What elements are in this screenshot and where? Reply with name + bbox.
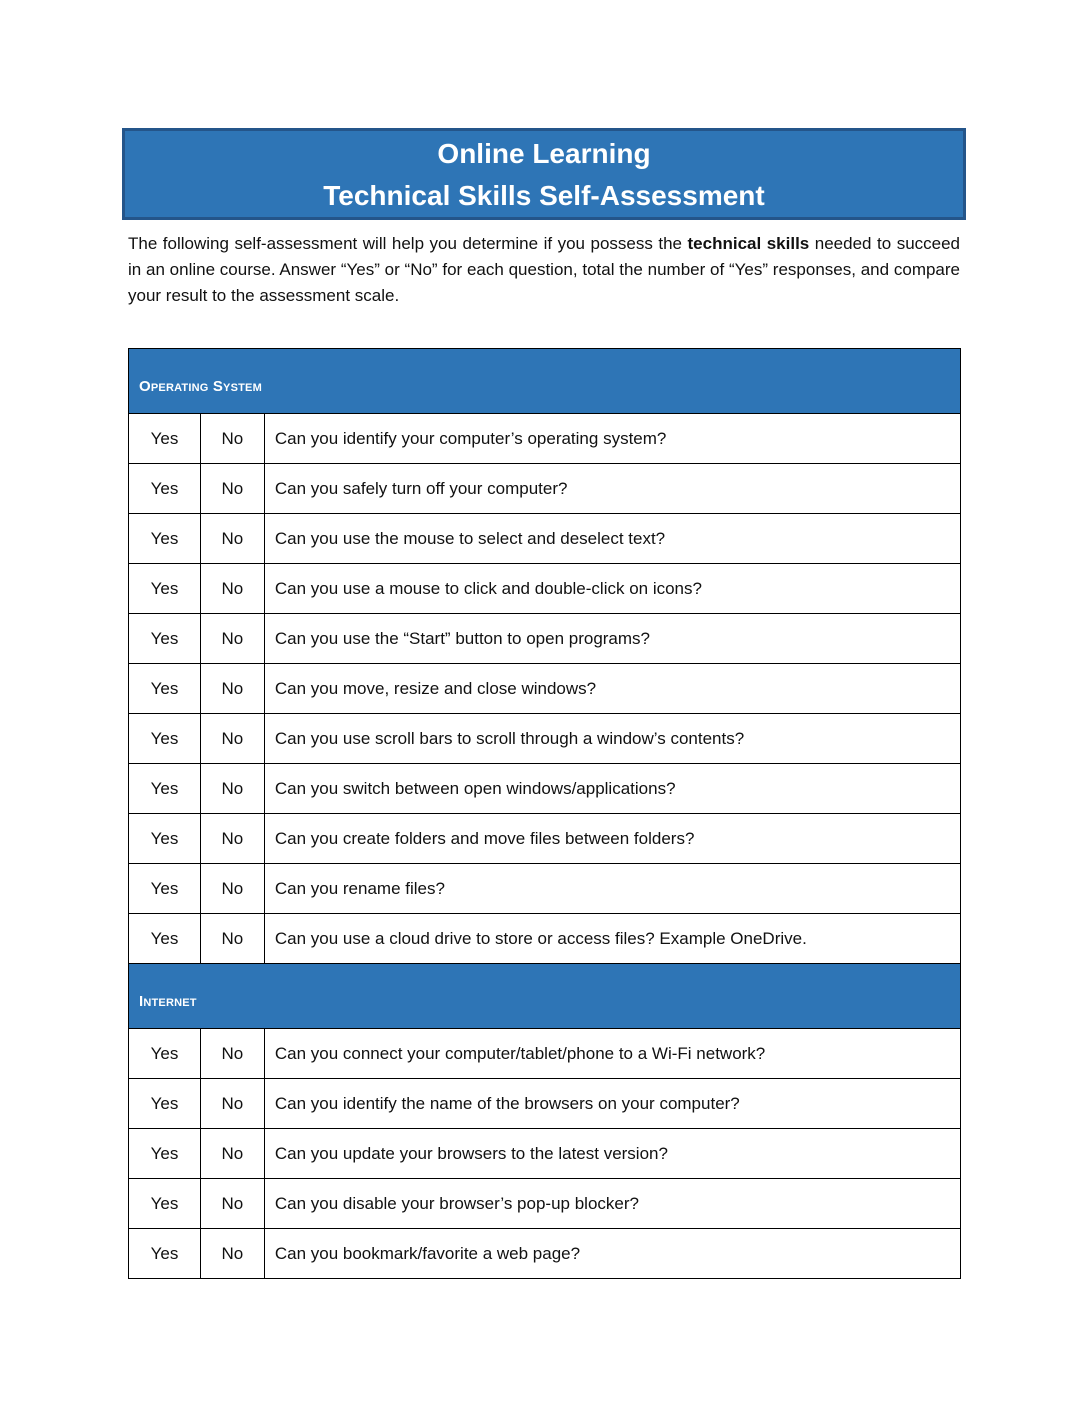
table-row [129, 1179, 961, 1229]
no-option[interactable]: No [200, 814, 264, 864]
no-option[interactable]: No [200, 914, 264, 964]
intro-text-before: The following self-assessment will help you determine if you possess the [128, 234, 688, 253]
yes-option[interactable]: Yes [129, 1029, 201, 1079]
section-header-internet [129, 964, 961, 1029]
yes-option[interactable]: Yes [129, 564, 201, 614]
table-row [129, 464, 961, 514]
yes-option[interactable]: Yes [129, 814, 201, 864]
no-option[interactable]: No [200, 714, 264, 764]
table-row [129, 864, 961, 914]
no-option[interactable]: No [200, 764, 264, 814]
yes-option[interactable]: Yes [129, 664, 201, 714]
yes-option[interactable]: Yes [129, 1179, 201, 1229]
no-option[interactable]: No [200, 564, 264, 614]
question-text: Can you use a cloud drive to store or access files? Example OneDrive. [264, 914, 960, 964]
table-row [129, 764, 961, 814]
table-row [129, 914, 961, 964]
no-option[interactable]: No [200, 514, 264, 564]
question-text: Can you identify the name of the browsers on your computer? [264, 1079, 960, 1129]
table-row [129, 814, 961, 864]
table-row [129, 664, 961, 714]
question-text: Can you safely turn off your computer? [264, 464, 960, 514]
question-text: Can you rename files? [264, 864, 960, 914]
no-option[interactable]: No [200, 414, 264, 464]
table-row [129, 714, 961, 764]
assessment-table [128, 348, 961, 1279]
no-option[interactable]: No [200, 464, 264, 514]
section-heading: Internet [129, 964, 961, 1029]
yes-option[interactable]: Yes [129, 1079, 201, 1129]
question-text: Can you use the “Start” button to open programs? [264, 614, 960, 664]
table-row [129, 1029, 961, 1079]
yes-option[interactable]: Yes [129, 614, 201, 664]
table-row [129, 514, 961, 564]
question-text: Can you update your browsers to the latest version? [264, 1129, 960, 1179]
no-option[interactable]: No [200, 1129, 264, 1179]
table-row [129, 614, 961, 664]
question-text: Can you use the mouse to select and deselect text? [264, 514, 960, 564]
yes-option[interactable]: Yes [129, 464, 201, 514]
yes-option[interactable]: Yes [129, 514, 201, 564]
section-heading: Operating System [129, 349, 961, 414]
table-row [129, 1079, 961, 1129]
yes-option[interactable]: Yes [129, 1229, 201, 1279]
table-row [129, 1129, 961, 1179]
question-text: Can you move, resize and close windows? [264, 664, 960, 714]
question-text: Can you identify your computer’s operating system? [264, 414, 960, 464]
question-text: Can you disable your browser’s pop-up blocker? [264, 1179, 960, 1229]
no-option[interactable]: No [200, 1079, 264, 1129]
question-text: Can you bookmark/favorite a web page? [264, 1229, 960, 1279]
no-option[interactable]: No [200, 1179, 264, 1229]
table-row [129, 1229, 961, 1279]
yes-option[interactable]: Yes [129, 1129, 201, 1179]
question-text: Can you use scroll bars to scroll through a window’s contents? [264, 714, 960, 764]
no-option[interactable]: No [200, 1229, 264, 1279]
yes-option[interactable]: Yes [129, 414, 201, 464]
intro-text-after: needed to succeed in an online course. Answer “Yes” or “No” for each question, total the number of “Yes” responses, and compare your result to the assessment scale. [128, 234, 961, 305]
no-option[interactable]: No [200, 864, 264, 914]
section-header-operating-system [129, 349, 961, 414]
table-row [129, 414, 961, 464]
question-text: Can you use a mouse to click and double-click on icons? [264, 564, 960, 614]
yes-option[interactable]: Yes [129, 714, 201, 764]
no-option[interactable]: No [200, 614, 264, 664]
yes-option[interactable]: Yes [129, 764, 201, 814]
question-text: Can you switch between open windows/applications? [264, 764, 960, 814]
no-option[interactable]: No [200, 1029, 264, 1079]
page-title: Online Learning [437, 138, 651, 169]
question-text: Can you create folders and move files between folders? [264, 814, 960, 864]
page-subtitle: Technical Skills Self-Assessment [323, 180, 765, 211]
title-banner [122, 128, 966, 220]
yes-option[interactable]: Yes [129, 864, 201, 914]
no-option[interactable]: No [200, 664, 264, 714]
table-row [129, 564, 961, 614]
intro-text-bold: technical skills [687, 234, 810, 253]
question-text: Can you connect your computer/tablet/phone to a Wi-Fi network? [264, 1029, 960, 1079]
yes-option[interactable]: Yes [129, 914, 201, 964]
intro-paragraph [128, 231, 960, 309]
